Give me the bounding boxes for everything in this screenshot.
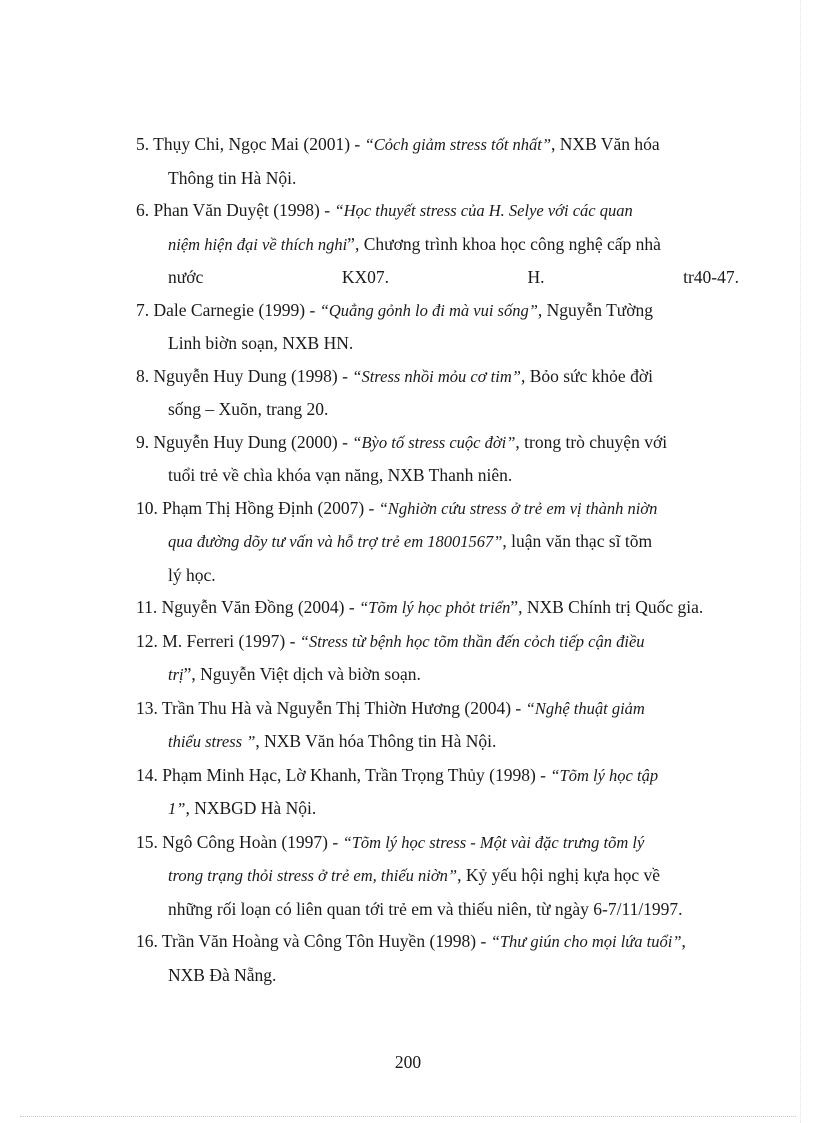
reference-item-7 (136, 294, 739, 360)
reference-line: sống – Xuõn, trang 20. (168, 399, 329, 419)
reference-item-15 (136, 826, 739, 926)
reference-item-14 (136, 759, 739, 826)
reference-line: lý học. (168, 564, 216, 585)
page-number: 200 (394, 1052, 422, 1072)
reference-title: “Thư giún cho mọi lứa tuổi” (490, 932, 682, 951)
reference-line: 5. Thụy Chi, Ngọc Mai (2001) - “Cỏch giảm stress tốt nhất”, NXB Văn hóa (136, 134, 660, 154)
reference-line: nước KX07. H. tr40-47. (168, 267, 739, 287)
reference-title: “Stress từ bệnh học tõm thần đến cỏch tiếp cận điều (299, 631, 645, 651)
reference-title: “Stress nhồi mỏu cơ tim” (352, 366, 521, 386)
reference-item-16 (136, 925, 739, 991)
reference-line: 1”, NXBGD Hà Nội. (168, 798, 317, 818)
reference-line: 8. Nguyễn Huy Dung (1998) - “Stress nhồi mỏu cơ tim”, Bỏo sức khỏe đời (136, 365, 653, 386)
reference-line: 14. Phạm Minh Hạc, Lờ Khanh, Trần Trọng Thủy (1998) - “Tõm lý học tập (136, 764, 659, 785)
reference-line: 10. Phạm Thị Hồng Định (2007) - “Nghiờn cứu stress ở trẻ em vị thành niờn (136, 497, 658, 518)
reference-list (136, 128, 739, 991)
reference-line: 7. Dale Carnegie (1999) - “Quẳng gỏnh lo đi mà vui sống”, Nguyễn Tường (136, 299, 654, 320)
reference-line: 6. Phan Văn Duyệt (1998) - “Học thuyết stress của H. Selye với các quan (136, 200, 633, 220)
reference-line: thiểu stress ”, NXB Văn hóa Thông tin Hà Nội. (168, 731, 497, 751)
reference-line: niệm hiện đại về thích nghi”, Chương trình khoa học công nghệ cấp nhà (168, 233, 661, 254)
reference-line: những rối loạn có liên quan tới trẻ em và thiếu niên, từ ngày 6-7/11/1997. (168, 898, 683, 919)
reference-item-13 (136, 692, 739, 759)
footer-dotted-rule (20, 1116, 796, 1117)
reference-title: trị (168, 665, 184, 684)
reference-line: Linh biờn soạn, NXB HN. (168, 333, 354, 353)
reference-line: trong trạng thỏi stress ở trẻ em, thiếu niờn”, Kỷ yếu hội nghị kựa học về (168, 865, 661, 885)
reference-item-10 (136, 492, 739, 592)
reference-title: “Học thuyết stress của H. Selye với các quan (334, 201, 633, 220)
reference-line: trị”, Nguyễn Việt dịch và biờn soạn. (168, 664, 421, 684)
reference-line: 12. M. Ferreri (1997) - “Stress từ bệnh học tõm thần đến cỏch tiếp cận điều (136, 630, 645, 651)
margin-dotted-rule (800, 0, 801, 1123)
reference-title: qua đường dõy tư vấn và hỗ trợ trẻ em 18001567” (168, 532, 503, 551)
reference-title: 1” (168, 799, 186, 818)
reference-title: niệm hiện đại về thích nghi (168, 234, 348, 254)
reference-title: “Nghiờn cứu stress ở trẻ em vị thành niờn (378, 498, 658, 518)
reference-title: “Cỏch giảm stress tốt nhất” (364, 135, 552, 154)
reference-line: 11. Nguyễn Văn Đồng (2004) - “Tõm lý học phỏt triển”, NXB Chính trị Quốc gia. (136, 597, 704, 617)
reference-item-12 (136, 625, 739, 692)
reference-line: tuổi trẻ về chìa khóa vạn năng, NXB Thanh niên. (168, 465, 513, 485)
reference-title: “Tõm lý học stress - Một vài đặc trưng tõm lý (342, 832, 645, 852)
reference-line: Thông tin Hà Nội. (168, 167, 297, 188)
reference-line: qua đường dõy tư vấn và hỗ trợ trẻ em 18001567”, luận văn thạc sĩ tõm (168, 531, 653, 551)
reference-title: thiểu stress ” (168, 732, 256, 751)
reference-line: 9. Nguyễn Huy Dung (2000) - “Bỳo tố stress cuộc đời”, trong trò chuyện với (136, 431, 668, 452)
reference-item-8 (136, 360, 739, 426)
reference-title: “Bỳo tố stress cuộc đời” (352, 432, 516, 452)
reference-title: “Tõm lý học phỏt triển (359, 598, 511, 617)
reference-item-5 (136, 128, 739, 194)
reference-title: “Nghệ thuật giảm (525, 698, 645, 718)
reference-item-6 (136, 194, 739, 294)
reference-item-11 (136, 591, 739, 625)
reference-line: 15. Ngô Công Hoàn (1997) - “Tõm lý học stress - Một vài đặc trưng tõm lý (136, 831, 645, 852)
reference-line: 13. Trần Thu Hà và Nguyễn Thị Thiờn Hương (2004) - “Nghệ thuật giảm (136, 697, 645, 718)
reference-line: NXB Đà Nẵng. (168, 964, 277, 985)
reference-title: “Tõm lý học tập (550, 765, 659, 785)
reference-item-9 (136, 426, 739, 492)
reference-line: 16. Trần Văn Hoàng và Công Tôn Huyền (1998) - “Thư giún cho mọi lứa tuổi”, (136, 931, 686, 951)
reference-title: trong trạng thỏi stress ở trẻ em, thiếu niờn” (168, 866, 458, 885)
reference-title: “Quẳng gỏnh lo đi mà vui sống” (319, 300, 538, 320)
